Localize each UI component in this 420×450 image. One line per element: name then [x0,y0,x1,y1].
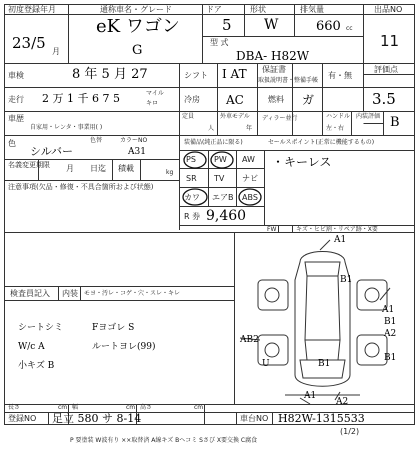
mark-b1-mid: B1 [384,353,397,363]
inspector-label: 検査員記入 [10,289,50,298]
chassis-label: 車台NO [240,414,269,423]
displacement-unit: cc [346,25,353,32]
mileage-unit-km: キロ [146,100,159,107]
fuel-value: ガ [302,93,315,107]
width-label: 幅 [72,404,79,411]
page-mark: (1/2) [340,427,360,436]
mark-a2-bottom: A2 [336,397,349,407]
handle-value: 左・右 [326,125,345,132]
equip-navi: ナビ [242,174,258,183]
color-change-label: 色替 [90,137,103,144]
mark-b1-top: B1 [340,275,353,285]
mark-a1-bottom: A1 [304,391,317,401]
capacity-unit: 人 [208,125,215,132]
length-unit: cm [58,404,68,411]
equip-aw: AW [242,155,255,164]
first-reg-value: 23/5 [12,34,46,52]
score-value: 3.5 [372,90,396,108]
name-change-label: 名義変更期限 [8,161,50,169]
name-label: 通称車名・グレード [100,5,172,14]
shape-value: W [264,17,279,33]
name-change-day: 日迄 [90,164,106,173]
height-unit: cm [194,404,204,411]
capacity-label: 定員 [182,113,195,120]
lot-label: 出品NO [374,5,403,14]
equip-ps: PS [186,155,196,164]
model-label: 型 式 [210,38,229,47]
equip-label: 装備品(純正品に限る) [184,139,243,146]
interior-score-label: 内装評価 [356,113,381,120]
mileage-value: 2 万 1 千 6 7 5 [42,92,120,105]
notes-label: 注意事項(欠品・修復・不具合箇所および状態) [8,183,154,191]
fw-text: キズ・ヒビ割・リペア跡・X要 [296,226,378,233]
recycle-value: 9,460 [206,208,247,224]
color-value: シルバー [30,145,73,158]
loading-label: 積載 [118,164,134,173]
mark-a1-top: A1 [334,235,347,245]
lot-number: 11 [380,32,400,50]
mileage-unit-mile: マイル [146,90,164,97]
dealer-label: ディラー並行 [262,115,298,122]
car-name: eK ワゴン [96,16,180,37]
interior-text: モヨ・汚レ・コゲ・穴・スレ・キレ [84,290,180,297]
shift-value: I AT [222,67,247,81]
mark-a1-right: A1 [382,305,395,315]
recycle-label: R 券 [184,212,201,221]
door-label: ドア [206,5,222,14]
equip-abs: ABS [242,193,258,202]
car-grade: G [132,43,143,58]
first-reg-month-label: 月 [52,47,60,56]
displacement-value: 660 [316,19,341,34]
door-value: 5 [222,16,232,34]
import-value: 年 [246,125,253,132]
fw-label: FW [267,226,277,233]
mileage-label: 走行 [8,95,24,104]
fuel-label: 燃料 [268,95,284,104]
shaken-label: 車検 [8,71,24,80]
inspection-note-1-right: Fヨゴレ S [92,323,135,333]
history-sub: 自家用・レンタ・事業用( ) [30,124,103,131]
handle-label: ハンドル [326,113,351,120]
mark-ab2: AB2 [240,335,259,345]
equip-sr: SR [186,174,197,183]
selling-label: セールスポイント(正常に機能するもの) [268,139,375,146]
mark-b1-low: B1 [318,359,331,369]
ac-label: 冷房 [184,95,200,104]
inspection-note-2-left: W/c A [18,342,45,352]
shaken-value: 8 年 5 月 27 [72,67,148,82]
equip-airbag: エアB [212,193,234,202]
interior-score-value: B [390,115,400,130]
equip-tv: TV [214,174,225,183]
warranty-sub: 取扱説明書・整備手帳 [258,77,319,84]
displacement-label: 排気量 [300,5,324,14]
damage-legend: P 要塗装 W波有り ××取替済 A線キズ Bヘコミ Sさび X要交換 C腐食 [70,437,258,444]
ac-value: AC [226,93,244,107]
mark-a2-right: A2 [384,329,397,339]
reg-value: 足立 580 サ 8-14 [52,412,142,425]
length-label: 長さ [8,404,21,411]
inspection-note-2-right: ルートヨレ(99) [92,342,156,352]
shift-label: シフト [184,71,208,80]
car-body-diagram [240,240,390,404]
first-reg-label: 初度登録年月 [8,5,56,14]
color-no-label: カラーNO [120,137,148,144]
chassis-value: H82W-1315533 [278,412,365,425]
model-value: DBA- H82W [236,49,310,63]
equip-pw: PW [214,155,227,164]
selling-value: ・キーレス [272,155,332,169]
import-label: 外車モデル [220,113,250,120]
color-no-value: A31 [128,147,146,157]
score-label: 評価点 [374,65,398,74]
name-change-month: 月 [66,164,74,173]
equip-leather: カワ [184,193,200,202]
loading-unit: kg [166,169,174,176]
width-unit: cm [126,404,136,411]
mark-u: U [262,359,270,369]
inspection-note-1-left: シートシミ [18,323,64,333]
shape-label: 形状 [250,5,266,14]
mark-b1-right: B1 [384,317,397,327]
inspection-note-3-left: 小キズ B [18,361,55,371]
warranty-value: 有・無 [328,71,352,80]
reg-label: 登録NO [8,414,37,423]
color-label: 色 [8,139,16,148]
interior-word: 内装 [62,289,78,298]
warranty-label: 保証書 [262,65,286,74]
height-label: 高さ [140,404,153,411]
history-label: 車歴 [8,114,24,123]
